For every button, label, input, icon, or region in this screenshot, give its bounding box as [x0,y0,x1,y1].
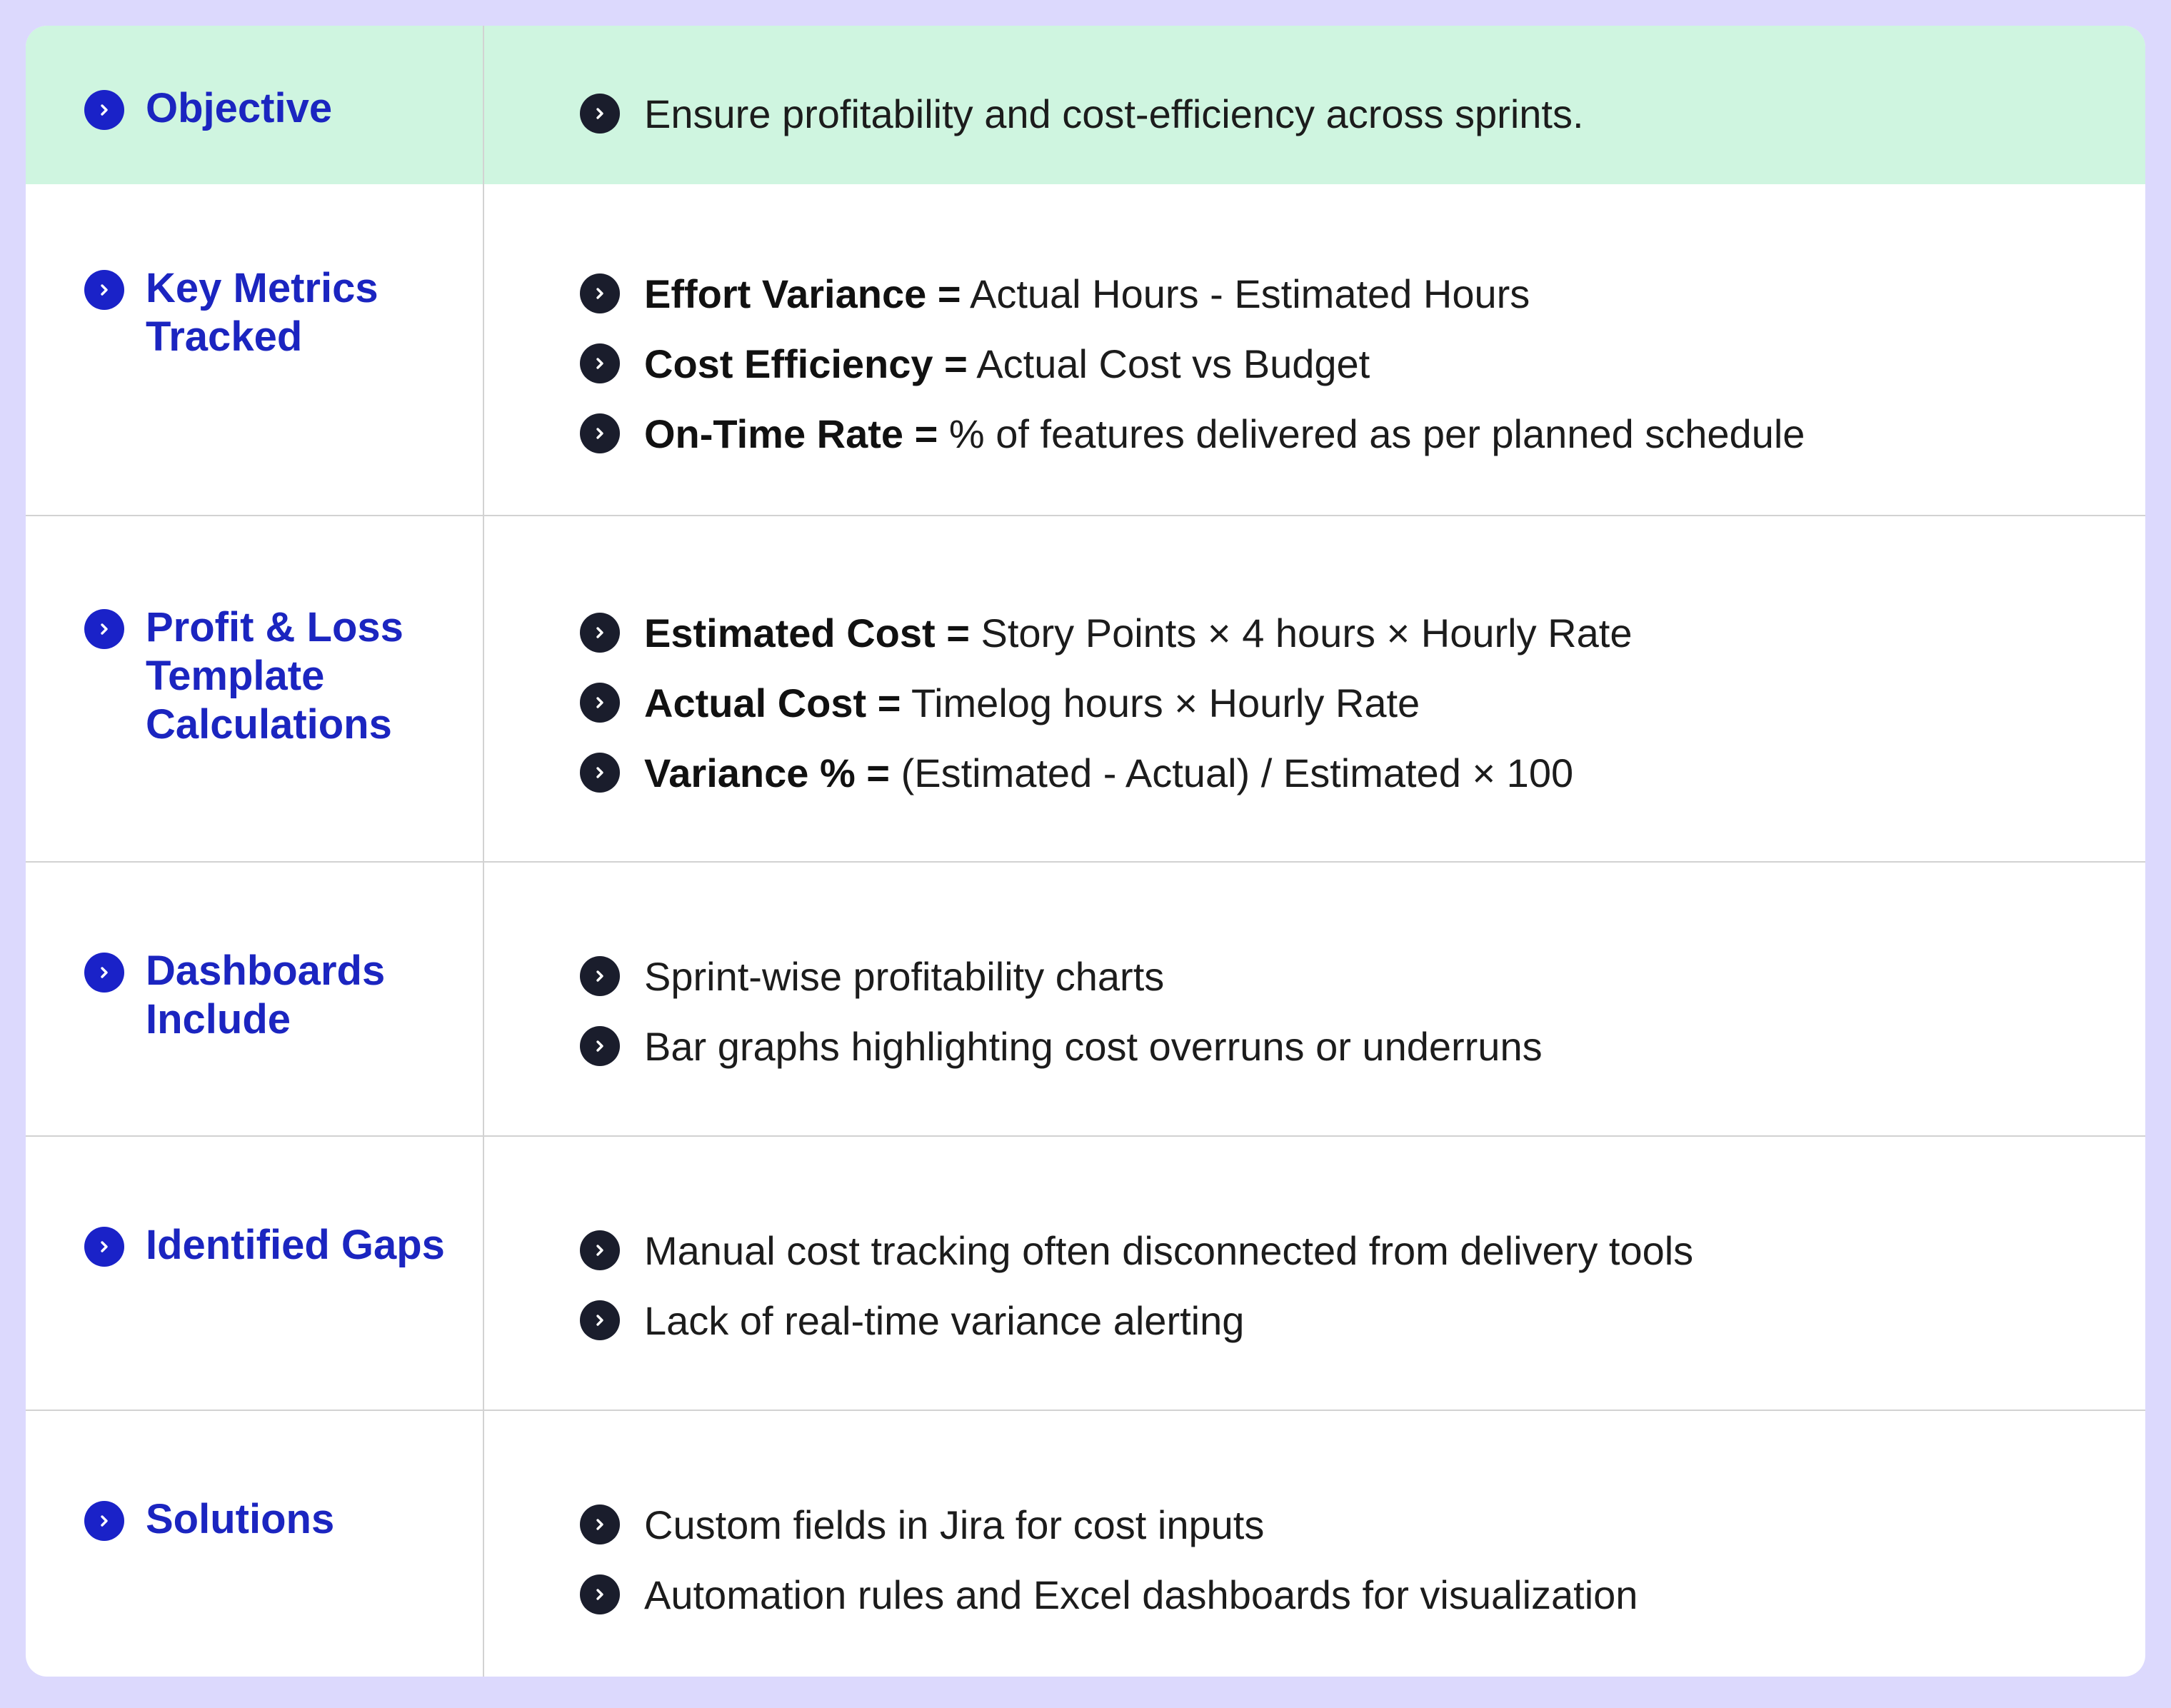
chevron-right-icon [580,273,620,313]
list-item-text [644,680,1420,726]
list-item [580,598,1632,668]
list-item [580,1490,1638,1559]
row-label-text: Solutions [146,1496,335,1542]
row-items [580,1490,1638,1629]
column-divider [483,26,484,1677]
item-term: Effort Variance = [644,271,961,316]
item-description: Manual cost tracking often disconnected from delivery tools [644,1227,1694,1273]
list-item-text [644,411,1805,457]
row-items [580,1215,1693,1355]
row-identified-gaps [26,1137,2145,1410]
list-item [580,668,1632,738]
item-description: Actual Cost vs Budget [967,341,1370,386]
chevron-right-icon [580,753,620,793]
list-item [580,79,1584,149]
row-items [580,258,1805,468]
row-label-text: Dashboards Include [146,948,386,1043]
list-item [580,398,1805,468]
row-label-text: Identified Gaps [146,1222,445,1268]
list-item-text [644,91,1584,137]
row-label-text: Profit & Loss Template Calculations [146,604,403,748]
row-items [580,598,1632,808]
list-item-text [644,1572,1638,1618]
list-item [580,1011,1543,1081]
row-items [580,79,1584,149]
item-term: Variance % = [644,750,891,795]
row-label [84,604,474,749]
chevron-right-icon [580,1504,620,1544]
list-item-text [644,1227,1693,1274]
list-item-text [644,953,1164,1000]
chevron-right-icon [580,94,620,134]
row-objective [26,26,2145,184]
row-label-text: Objective [146,85,333,131]
list-item-text [644,610,1632,656]
list-item-text [644,750,1573,796]
chevron-right-icon [580,413,620,453]
summary-card [26,26,2145,1677]
list-item-text [644,1502,1264,1548]
row-label-text: Key Metrics Tracked [146,265,378,360]
chevron-right-icon [580,956,620,996]
chevron-right-icon [84,1501,124,1541]
chevron-right-icon [84,609,124,649]
row-label [84,948,474,1044]
chevron-right-icon [84,270,124,310]
list-item [580,941,1543,1011]
chevron-right-icon [84,953,124,993]
item-term: Cost Efficiency = [644,341,968,386]
chevron-right-icon [580,1574,620,1614]
item-description: Custom fields in Jira for cost inputs [644,1502,1265,1547]
item-description: Timelog hours × Hourly Rate [901,680,1420,725]
list-item-text [644,1297,1244,1344]
list-item [580,1215,1693,1285]
item-description: Sprint-wise profitability charts [644,953,1165,999]
item-description: Ensure profitability and cost-efficiency across sprints. [644,91,1584,136]
item-term: Actual Cost = [644,680,901,725]
item-description: Lack of real-time variance alerting [644,1297,1245,1343]
chevron-right-icon [84,90,124,130]
row-label [84,1496,474,1544]
list-item [580,1285,1693,1355]
row-label [84,265,474,361]
row-key-metrics [26,184,2145,516]
item-description: Story Points × 4 hours × Hourly Rate [969,610,1633,655]
item-description: Bar graphs highlighting cost overruns or underruns [644,1023,1543,1069]
item-description: % of features delivered as per planned schedule [938,411,1805,456]
chevron-right-icon [580,1230,620,1270]
list-item [580,328,1805,398]
row-label [84,1222,517,1270]
list-item [580,258,1805,328]
chevron-right-icon [580,343,620,383]
row-profit-loss [26,516,2145,862]
row-label [84,85,474,133]
row-dashboards [26,863,2145,1135]
row-solutions [26,1411,2145,1677]
item-term: On-Time Rate = [644,411,938,456]
list-item [580,1559,1638,1629]
list-item-text [644,271,1530,317]
chevron-right-icon [580,1300,620,1340]
list-item [580,738,1632,808]
list-item-text [644,341,1370,387]
item-description: (Estimated - Actual) / Estimated × 100 [890,750,1574,795]
list-item-text [644,1023,1543,1070]
item-description: Automation rules and Excel dashboards for visualization [644,1572,1638,1617]
chevron-right-icon [580,1026,620,1066]
item-description: Actual Hours - Estimated Hours [961,271,1530,316]
chevron-right-icon [580,613,620,653]
item-term: Estimated Cost = [644,610,970,655]
chevron-right-icon [580,683,620,723]
chevron-right-icon [84,1227,124,1267]
row-items [580,941,1543,1081]
